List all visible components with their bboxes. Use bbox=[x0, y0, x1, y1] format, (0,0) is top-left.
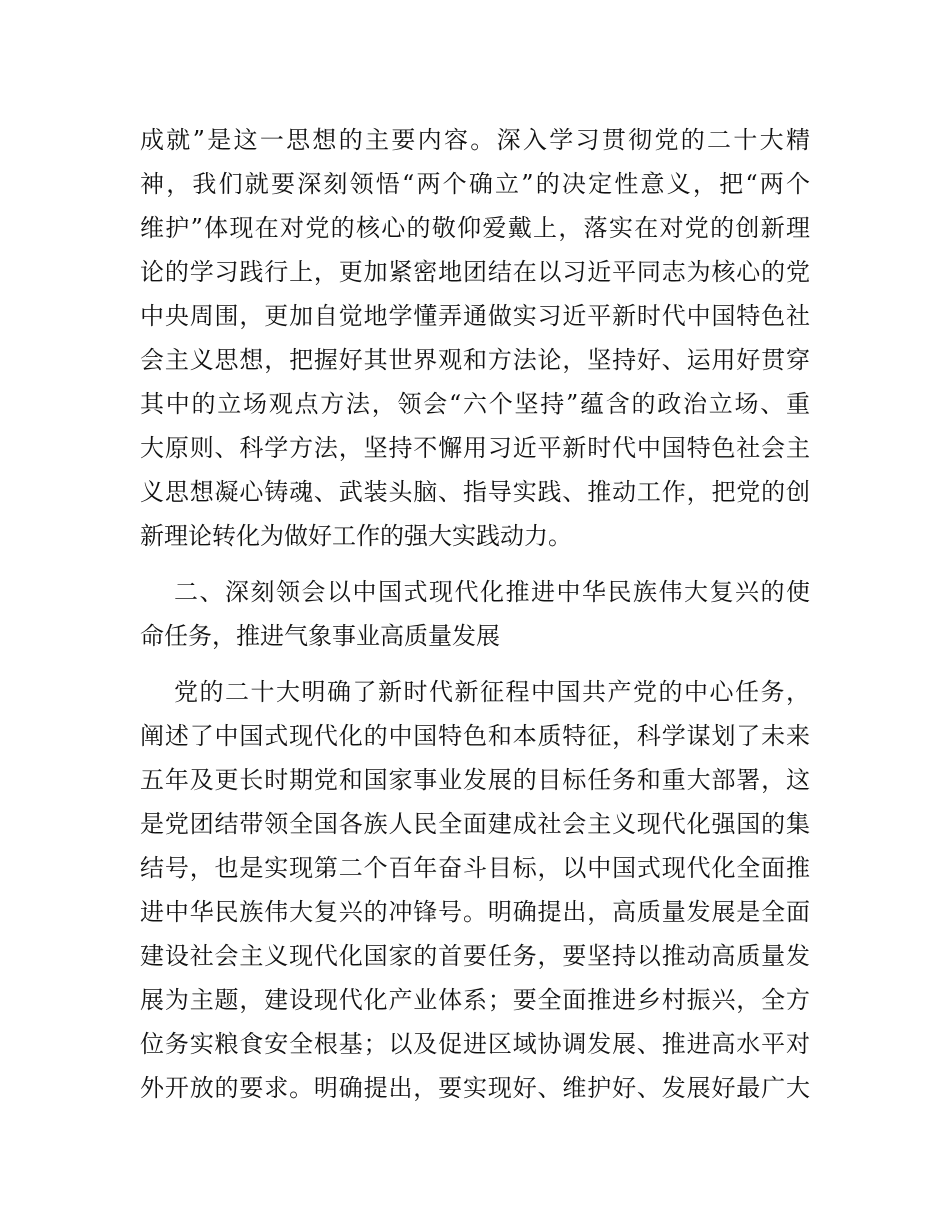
paragraph-line: 位务实粮食安全根基；以及促进区域协调发展、推进高水平对 bbox=[140, 1030, 810, 1058]
paragraph-line: 神，我们就要深刻领悟“两个确立”的决定性意义，把“两个 bbox=[140, 170, 810, 198]
heading-line: 命任务，推进气象事业高质量发展 bbox=[140, 622, 500, 650]
paragraph-line: 会主义思想，把握好其世界观和方法论，坚持好、运用好贯穿 bbox=[140, 346, 810, 374]
paragraph-line: 党的二十大明确了新时代新征程中国共产党的中心任务， bbox=[174, 678, 810, 706]
heading-line: 二、深刻领会以中国式现代化推进中华民族伟大复兴的使 bbox=[174, 578, 810, 606]
paragraph-line: 其中的立场观点方法，领会“六个坚持”蕴含的政治立场、重 bbox=[140, 390, 810, 418]
paragraph-line: 五年及更长时期党和国家事业发展的目标任务和重大部署，这 bbox=[140, 766, 810, 794]
section-heading-2 bbox=[140, 570, 810, 658]
paragraph-line: 论的学习践行上，更加紧密地团结在以习近平同志为核心的党 bbox=[140, 258, 810, 286]
paragraph-line: 展为主题，建设现代化产业体系；要全面推进乡村振兴，全方 bbox=[140, 986, 810, 1014]
paragraph-line: 大原则、科学方法，坚持不懈用习近平新时代中国特色社会主 bbox=[140, 434, 810, 462]
paragraph-line: 阐述了中国式现代化的中国特色和本质特征，科学谋划了未来 bbox=[140, 722, 810, 750]
paragraph-spacer bbox=[140, 658, 810, 670]
paragraph-line: 建设社会主义现代化国家的首要任务，要坚持以推动高质量发 bbox=[140, 942, 810, 970]
paragraph-line: 进中华民族伟大复兴的冲锋号。明确提出，高质量发展是全面 bbox=[140, 898, 810, 926]
paragraph-line: 义思想凝心铸魂、武装头脑、指导实践、推动工作，把党的创 bbox=[140, 478, 810, 506]
paragraph-line: 结号，也是实现第二个百年奋斗目标，以中国式现代化全面推 bbox=[140, 854, 810, 882]
paragraph-spacer bbox=[140, 558, 810, 570]
paragraph-line: 是党团结带领全国各族人民全面建成社会主义现代化强国的集 bbox=[140, 810, 810, 838]
paragraph-2 bbox=[140, 670, 810, 1110]
paragraph-1 bbox=[140, 118, 810, 558]
paragraph-line: 中央周围，更加自觉地学懂弄通做实习近平新时代中国特色社 bbox=[140, 302, 810, 330]
paragraph-line: 成就”是这一思想的主要内容。深入学习贯彻党的二十大精 bbox=[140, 126, 810, 154]
paragraph-line: 新理论转化为做好工作的强大实践动力。 bbox=[140, 522, 572, 550]
paragraph-line: 外开放的要求。明确提出，要实现好、维护好、发展好最广大 bbox=[140, 1074, 810, 1102]
document-body bbox=[140, 118, 810, 1110]
paragraph-line: 维护”体现在对党的核心的敬仰爱戴上，落实在对党的创新理 bbox=[140, 214, 810, 242]
